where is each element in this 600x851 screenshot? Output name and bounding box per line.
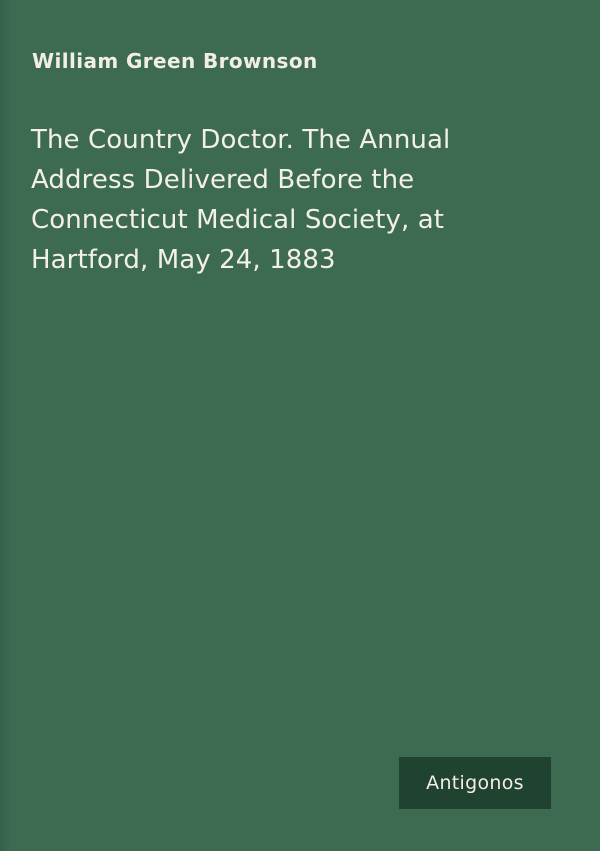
book-title: The Country Doctor. The Annual Address Delivered Before the Connecticut Medical Society, at Hartford, May 24, 1883 xyxy=(31,125,451,275)
publisher-badge xyxy=(399,757,551,809)
author-name: William Green Brownson xyxy=(32,49,318,73)
publisher-name: Antigonos xyxy=(426,772,524,794)
